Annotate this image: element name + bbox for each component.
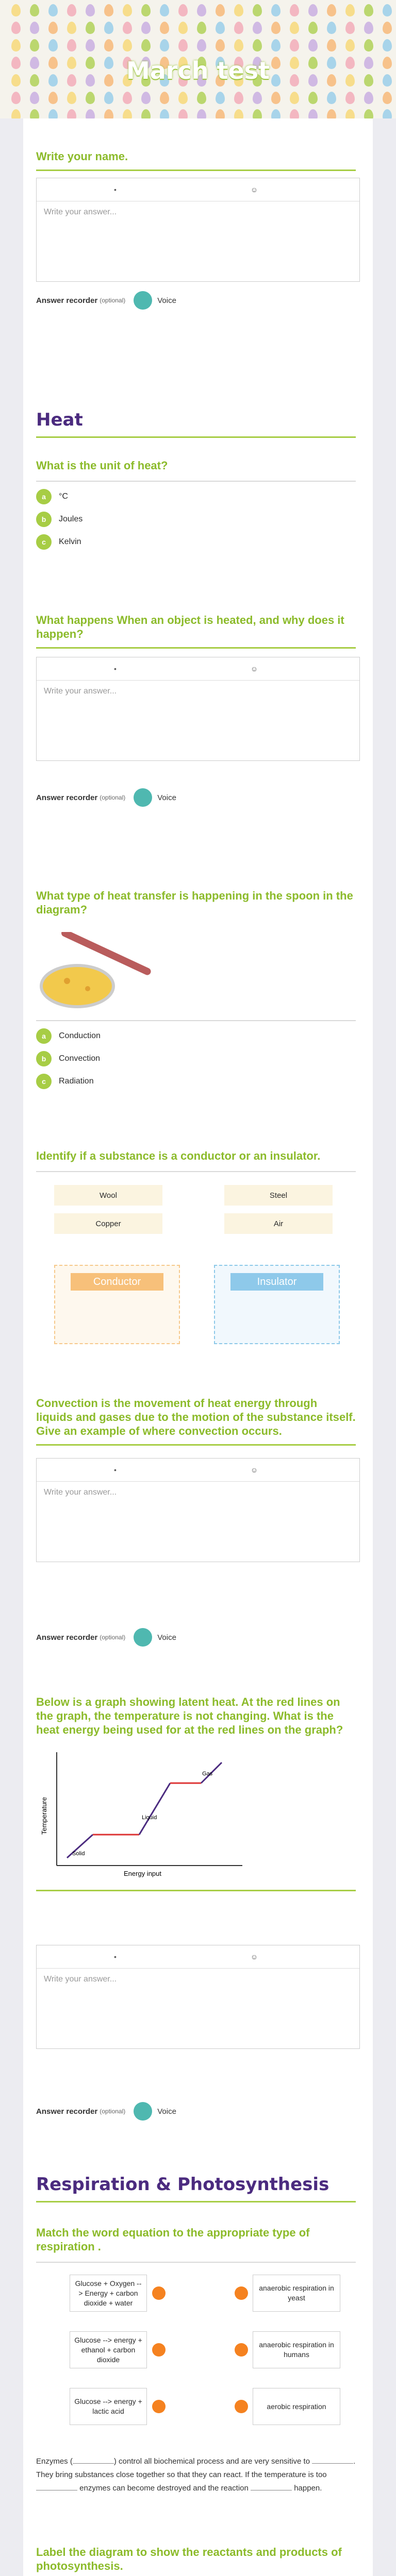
egg-decoration bbox=[290, 109, 299, 118]
egg-decoration bbox=[141, 4, 151, 16]
divider bbox=[36, 481, 356, 482]
egg-decoration bbox=[345, 109, 355, 118]
match-left-item[interactable]: Glucose + Oxygen --> Energy + carbon dioxide + water bbox=[70, 2275, 147, 2312]
divider bbox=[36, 2201, 356, 2202]
egg-decoration bbox=[216, 109, 225, 118]
egg-decoration bbox=[216, 4, 225, 16]
question-name bbox=[36, 149, 356, 171]
egg-decoration bbox=[364, 22, 373, 34]
soup-bowl bbox=[41, 965, 113, 1007]
egg-decoration bbox=[345, 39, 355, 52]
divider bbox=[36, 647, 356, 649]
recorder-label: Answer recorder bbox=[36, 2107, 98, 2116]
egg-decoration bbox=[30, 22, 39, 34]
editor-toolbar bbox=[37, 1459, 359, 1482]
egg-decoration bbox=[178, 4, 188, 16]
option-badge: a bbox=[36, 489, 52, 504]
egg-decoration bbox=[160, 109, 169, 118]
egg-decoration bbox=[234, 39, 243, 52]
egg-decoration bbox=[308, 109, 318, 118]
egg-decoration bbox=[67, 39, 76, 52]
egg-decoration bbox=[104, 4, 113, 16]
option-text: °C bbox=[59, 492, 68, 501]
page-title: March test bbox=[126, 57, 270, 84]
microphone-button[interactable] bbox=[134, 788, 152, 807]
egg-decoration bbox=[345, 22, 355, 34]
answer-recorder bbox=[36, 291, 176, 310]
egg-decoration bbox=[123, 92, 132, 104]
option-b[interactable] bbox=[36, 512, 356, 527]
egg-decoration bbox=[197, 4, 206, 16]
option-text: Kelvin bbox=[59, 537, 81, 546]
recorder-optional: (optional) bbox=[100, 1634, 126, 1641]
editor-toolbar bbox=[37, 657, 359, 681]
answer-editor[interactable] bbox=[36, 1458, 360, 1562]
egg-decoration bbox=[271, 109, 280, 118]
egg-decoration bbox=[383, 92, 392, 104]
egg-decoration bbox=[86, 109, 95, 118]
question-heated-object bbox=[36, 613, 356, 649]
egg-decoration bbox=[234, 109, 243, 118]
cloze-blank[interactable] bbox=[312, 2463, 353, 2464]
cloze-segment: . They bring substances close together so that they can react. If the temperature is too bbox=[36, 2457, 356, 2479]
answer-editor[interactable] bbox=[36, 1945, 360, 2049]
divider bbox=[36, 1171, 356, 1172]
match-right-item[interactable]: aerobic respiration bbox=[253, 2388, 340, 2425]
divider bbox=[36, 1020, 356, 1021]
egg-decoration bbox=[308, 92, 318, 104]
egg-decoration bbox=[141, 109, 151, 118]
option-badge: a bbox=[36, 1028, 52, 1044]
egg-decoration bbox=[234, 92, 243, 104]
egg-decoration bbox=[234, 4, 243, 16]
egg-decoration bbox=[48, 4, 58, 16]
bullet-list-button[interactable]: • bbox=[114, 665, 117, 673]
editor-toolbar bbox=[37, 1945, 359, 1969]
question-text: What type of heat transfer is happening in the spoon in the diagram? bbox=[36, 889, 353, 916]
egg-decoration bbox=[48, 22, 58, 34]
match-connector[interactable] bbox=[235, 2400, 248, 2413]
soup-spoon-image bbox=[36, 932, 160, 1009]
question-text: Identify if a substance is a conductor or an insulator. bbox=[36, 1149, 321, 1162]
egg-decoration bbox=[123, 4, 132, 16]
egg-decoration bbox=[104, 22, 113, 34]
divider bbox=[36, 1890, 356, 1891]
microphone-button[interactable] bbox=[134, 2102, 152, 2121]
egg-decoration bbox=[30, 109, 39, 118]
emoji-icon[interactable]: ☺ bbox=[250, 185, 258, 194]
answer-recorder bbox=[36, 1628, 176, 1647]
question-text: What happens When an object is heated, and why does it happen? bbox=[36, 614, 344, 640]
egg-decoration bbox=[86, 92, 95, 104]
egg-decoration bbox=[290, 4, 299, 16]
question-enzymes-cloze bbox=[36, 2455, 356, 2495]
soup-bubble bbox=[85, 986, 90, 991]
match-right-item[interactable]: anaerobic respiration in yeast bbox=[253, 2275, 340, 2312]
egg-decoration bbox=[30, 4, 39, 16]
egg-decoration bbox=[11, 39, 21, 52]
egg-decoration bbox=[141, 39, 151, 52]
sort-tile[interactable]: Wool bbox=[54, 1185, 162, 1206]
egg-decoration bbox=[327, 4, 336, 16]
sort-tile[interactable]: Copper bbox=[54, 1213, 162, 1234]
egg-decoration bbox=[178, 39, 188, 52]
cloze-segment: ) control all biochemical process and are very sensitive to bbox=[113, 2457, 310, 2466]
option-c[interactable] bbox=[36, 534, 356, 550]
option-text: Convection bbox=[59, 1054, 101, 1063]
option-badge: c bbox=[36, 534, 52, 550]
egg-decoration bbox=[30, 92, 39, 104]
match-right-item[interactable]: anaerobic respiration in humans bbox=[253, 2331, 340, 2368]
option-badge: c bbox=[36, 1074, 52, 1089]
sort-tile[interactable]: Air bbox=[224, 1213, 333, 1234]
section-heat bbox=[36, 410, 356, 438]
egg-decoration bbox=[308, 4, 318, 16]
egg-decoration bbox=[345, 92, 355, 104]
egg-decoration bbox=[178, 22, 188, 34]
egg-decoration bbox=[364, 4, 373, 16]
egg-decoration bbox=[253, 92, 262, 104]
cloze-segment: enzymes can become destroyed and the reaction bbox=[79, 2484, 249, 2493]
egg-decoration bbox=[123, 22, 132, 34]
question-text: Match the word equation to the appropriate type of respiration . bbox=[36, 2226, 310, 2253]
option-b[interactable] bbox=[36, 1051, 356, 1066]
egg-decoration bbox=[30, 39, 39, 52]
option-c[interactable] bbox=[36, 1074, 356, 1089]
question-heat-transfer bbox=[36, 889, 356, 1089]
egg-decoration bbox=[123, 39, 132, 52]
sort-tile[interactable]: Steel bbox=[224, 1185, 333, 1206]
egg-decoration bbox=[327, 92, 336, 104]
voice-label: Voice bbox=[157, 2107, 176, 2116]
egg-decoration bbox=[48, 109, 58, 118]
egg-decoration bbox=[364, 109, 373, 118]
question-photosynthesis-diagram bbox=[36, 2545, 356, 2576]
egg-decoration bbox=[197, 109, 206, 118]
egg-decoration bbox=[178, 92, 188, 104]
question-unit-of-heat bbox=[36, 459, 356, 550]
emoji-icon[interactable]: ☺ bbox=[250, 665, 258, 673]
divider bbox=[36, 1444, 356, 1446]
divider bbox=[36, 436, 356, 438]
egg-decoration bbox=[290, 92, 299, 104]
egg-decoration bbox=[11, 4, 21, 16]
question-match-respiration bbox=[36, 2226, 356, 2263]
label-solid: Solid bbox=[72, 1851, 85, 1857]
egg-decoration bbox=[271, 92, 280, 104]
egg-decoration bbox=[67, 4, 76, 16]
answer-input[interactable]: Write your answer... bbox=[44, 208, 117, 216]
voice-label: Voice bbox=[157, 793, 176, 802]
option-badge: b bbox=[36, 1051, 52, 1066]
editor-toolbar bbox=[37, 178, 359, 201]
egg-decoration bbox=[67, 109, 76, 118]
option-text: Conduction bbox=[59, 1031, 101, 1040]
match-connector[interactable] bbox=[152, 2400, 166, 2413]
option-a[interactable] bbox=[36, 1028, 356, 1044]
match-connector[interactable] bbox=[152, 2286, 166, 2300]
label-liquid: Liquid bbox=[142, 1815, 157, 1821]
egg-decoration bbox=[104, 109, 113, 118]
curve-liquid-segment bbox=[139, 1783, 170, 1835]
egg-decoration bbox=[271, 39, 280, 52]
bullet-list-button[interactable]: • bbox=[114, 185, 117, 194]
question-conductor-insulator bbox=[36, 1149, 356, 1172]
egg-decoration bbox=[197, 22, 206, 34]
bullet-list-button[interactable]: • bbox=[114, 1466, 117, 1474]
section-title: Heat bbox=[36, 410, 83, 430]
egg-decoration bbox=[216, 39, 225, 52]
egg-decoration bbox=[160, 4, 169, 16]
emoji-icon[interactable]: ☺ bbox=[250, 1466, 258, 1474]
egg-decoration bbox=[253, 39, 262, 52]
answer-recorder bbox=[36, 2102, 176, 2121]
cloze-text bbox=[36, 2455, 356, 2495]
egg-decoration bbox=[253, 22, 262, 34]
egg-decoration bbox=[178, 109, 188, 118]
question-convection bbox=[36, 1396, 356, 1446]
egg-decoration bbox=[383, 4, 392, 16]
cloze-segment: Enzymes ( bbox=[36, 2457, 73, 2466]
bin-insulator[interactable] bbox=[214, 1265, 340, 1344]
question-text: Below is a graph showing latent heat. At the red lines on the graph, the temperature is not changing. What is the heat energy being used for at the red lines on the graph? bbox=[36, 1696, 343, 1736]
egg-decoration bbox=[160, 22, 169, 34]
header-banner bbox=[0, 0, 396, 118]
x-axis-label: Energy input bbox=[124, 1870, 161, 1877]
egg-decoration bbox=[308, 39, 318, 52]
bin-label: Conductor bbox=[71, 1273, 163, 1291]
egg-decoration bbox=[327, 22, 336, 34]
egg-decoration bbox=[141, 92, 151, 104]
egg-decoration bbox=[271, 4, 280, 16]
egg-decoration bbox=[383, 22, 392, 34]
egg-decoration bbox=[216, 22, 225, 34]
egg-decoration bbox=[67, 92, 76, 104]
answer-editor[interactable] bbox=[36, 178, 360, 282]
egg-decoration bbox=[327, 39, 336, 52]
section-respiration bbox=[36, 2174, 356, 2202]
egg-decoration bbox=[290, 22, 299, 34]
egg-decoration bbox=[197, 92, 206, 104]
recorder-label: Answer recorder bbox=[36, 793, 98, 802]
microphone-button[interactable] bbox=[134, 291, 152, 310]
microphone-button[interactable] bbox=[134, 1628, 152, 1647]
match-connector[interactable] bbox=[235, 2343, 248, 2357]
divider bbox=[36, 170, 356, 171]
egg-decoration bbox=[48, 92, 58, 104]
egg-decoration bbox=[383, 109, 392, 118]
answer-editor[interactable] bbox=[36, 657, 360, 761]
egg-decoration bbox=[308, 22, 318, 34]
egg-decoration bbox=[290, 39, 299, 52]
egg-decoration bbox=[11, 22, 21, 34]
egg-decoration bbox=[11, 109, 21, 118]
egg-decoration bbox=[86, 4, 95, 16]
answer-input[interactable]: Write your answer... bbox=[44, 1488, 117, 1497]
answer-input[interactable]: Write your answer... bbox=[44, 687, 117, 696]
egg-decoration bbox=[86, 39, 95, 52]
worksheet bbox=[23, 118, 373, 2576]
soup-bubble bbox=[64, 978, 70, 984]
recorder-optional: (optional) bbox=[100, 794, 126, 801]
question-text: Convection is the movement of heat energy through liquids and gases due to the motion of the substance itself. Give an example of where convection occurs. bbox=[36, 1397, 356, 1437]
match-left-item[interactable]: Glucose --> energy + lactic acid bbox=[70, 2388, 147, 2425]
egg-decoration bbox=[383, 39, 392, 52]
egg-decoration bbox=[271, 22, 280, 34]
option-text: Joules bbox=[59, 515, 83, 523]
recorder-optional: (optional) bbox=[100, 297, 126, 304]
egg-decoration bbox=[364, 39, 373, 52]
bin-conductor[interactable] bbox=[54, 1265, 180, 1344]
recorder-label: Answer recorder bbox=[36, 1633, 98, 1642]
recorder-label: Answer recorder bbox=[36, 296, 98, 305]
question-text: Label the diagram to show the reactants and products of photosynthesis. bbox=[36, 2546, 342, 2572]
label-gas: Gas bbox=[202, 1771, 213, 1777]
emoji-icon[interactable]: ☺ bbox=[250, 1953, 258, 1961]
egg-decoration bbox=[141, 22, 151, 34]
egg-decoration bbox=[160, 92, 169, 104]
egg-decoration bbox=[364, 92, 373, 104]
answer-input[interactable]: Write your answer... bbox=[44, 1975, 117, 1984]
y-axis-label: Temperature bbox=[40, 1797, 48, 1835]
match-connector[interactable] bbox=[235, 2286, 248, 2300]
voice-label: Voice bbox=[157, 296, 176, 305]
egg-decoration bbox=[11, 92, 21, 104]
egg-decoration bbox=[253, 109, 262, 118]
question-latent-heat bbox=[36, 1695, 356, 1891]
egg-decoration bbox=[253, 4, 262, 16]
egg-decoration bbox=[104, 92, 113, 104]
egg-decoration bbox=[104, 39, 113, 52]
divider bbox=[36, 2262, 356, 2263]
egg-decoration bbox=[216, 92, 225, 104]
egg-decoration bbox=[48, 39, 58, 52]
cloze-segment: happen. bbox=[294, 2484, 322, 2493]
section-title: Respiration & Photosynthesis bbox=[36, 2174, 329, 2195]
egg-decoration bbox=[234, 22, 243, 34]
match-connector[interactable] bbox=[152, 2343, 166, 2357]
egg-decoration bbox=[327, 109, 336, 118]
latent-heat-graph bbox=[36, 1747, 253, 1881]
egg-decoration bbox=[160, 39, 169, 52]
egg-decoration bbox=[345, 4, 355, 16]
question-text: Write your name. bbox=[36, 150, 128, 163]
option-a[interactable] bbox=[36, 489, 356, 504]
option-text: Radiation bbox=[59, 1077, 94, 1086]
option-badge: b bbox=[36, 512, 52, 527]
question-text: What is the unit of heat? bbox=[36, 459, 168, 472]
recorder-optional: (optional) bbox=[100, 2108, 126, 2115]
egg-decoration bbox=[86, 22, 95, 34]
match-left-item[interactable]: Glucose --> energy + ethanol + carbon dioxide bbox=[70, 2331, 147, 2368]
bullet-list-button[interactable]: • bbox=[114, 1953, 117, 1961]
egg-decoration bbox=[67, 22, 76, 34]
egg-decoration bbox=[197, 39, 206, 52]
answer-recorder bbox=[36, 788, 176, 807]
bin-label: Insulator bbox=[230, 1273, 323, 1291]
voice-label: Voice bbox=[157, 1633, 176, 1642]
egg-decoration bbox=[123, 109, 132, 118]
cloze-blank[interactable] bbox=[73, 2463, 114, 2464]
